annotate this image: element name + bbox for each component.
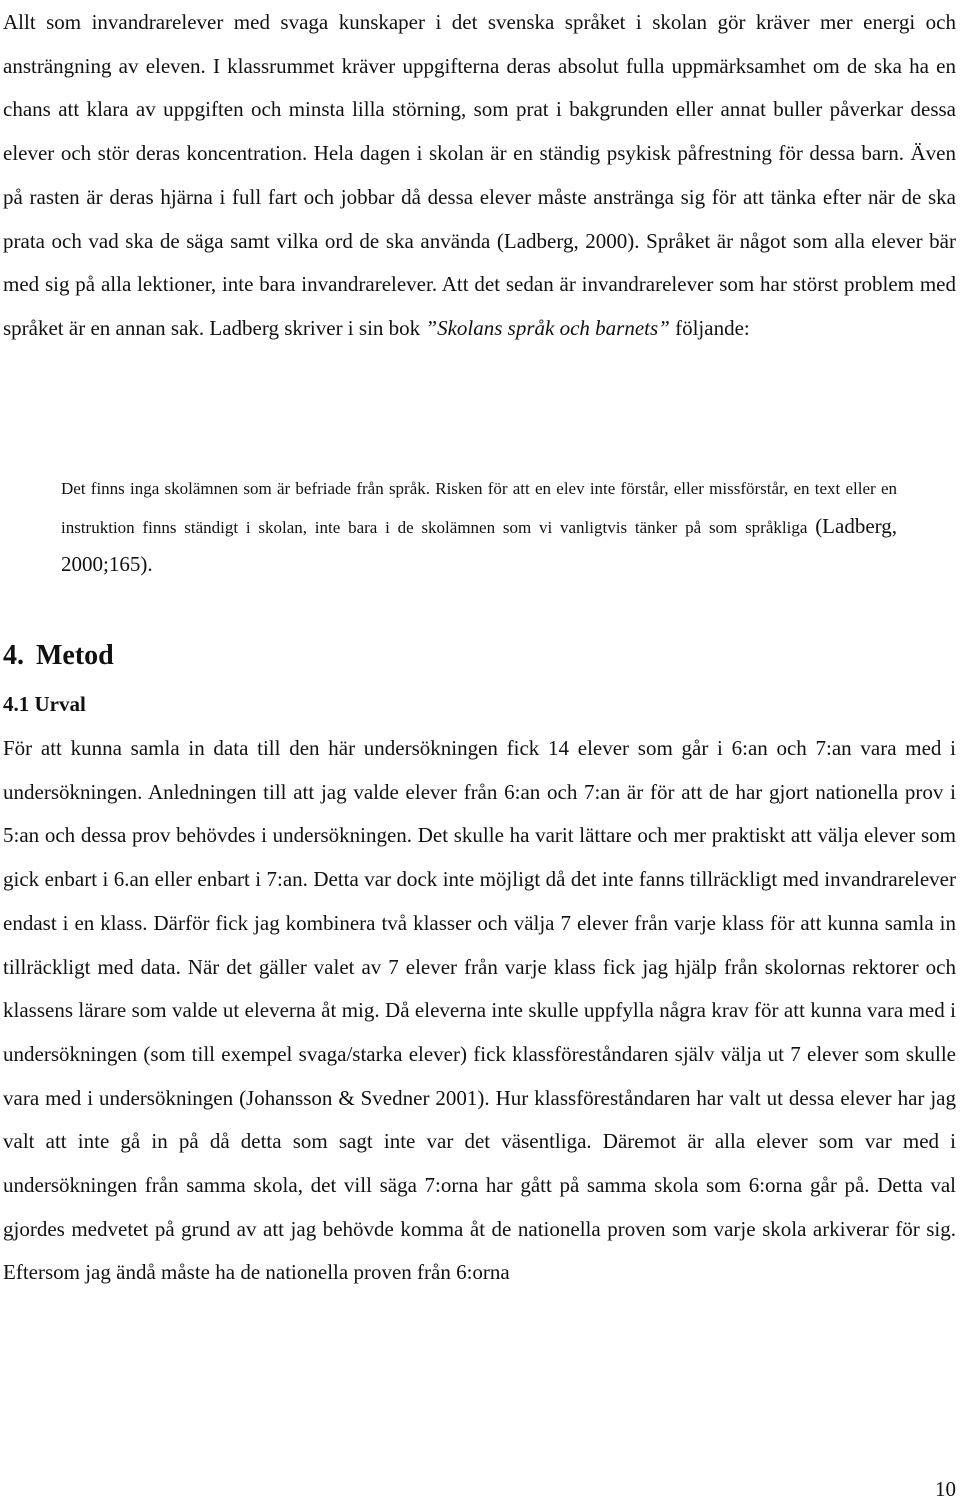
block-quote-citation: (Ladberg, 2000;165). <box>61 513 898 576</box>
block-quote <box>61 470 897 585</box>
section-heading <box>3 636 114 676</box>
section-title: Metod <box>36 640 114 671</box>
subsection-heading: 4.1 Urval <box>3 692 86 716</box>
block-quote-text: Det finns inga skolämnen som är befriade från språk. Risken för att en elev inte förstår, eller missförstår, en text eller en instruktion finns ständigt i skolan, inte bara i de skolämnen som vi vanligtvis tänker på som språkliga <box>61 479 897 537</box>
paragraph-1-text: Allt som invandrarelever med svaga kunskaper i det svenska språket i skolan gör kräver mer energi och ansträngning av eleven. I klassrummet kräver uppgifterna deras absolut fulla uppmärksamhet om de ska ha en chans att klara av uppgiften och minsta lilla störning, som prat i bakgrunden eller annat buller påverkar dessa elever och stör deras koncentration. Hela dagen i skolan är en ständig psykisk påfrestning för dessa barn. Även på rasten är deras hjärna i full fart och jobbar då dessa elever måste anstränga sig för att tänka efter när de ska prata och vad ska de säga samt vilka ord de ska använda (Ladberg, 2000). Språket är något som alla elever bär med sig på alla lektioner, inte bara invandrarelever. Att det sedan är invandrarelever som har störst problem med språket är en annan sak. Ladberg skriver i sin bok <box>3 10 956 340</box>
body-paragraph-2: För att kunna samla in data till den här undersökningen fick 14 elever som går i 6:an och 7:an vara med i undersökningen. Anledningen till att jag valde elever från 6:an och 7:an är för att de har gjort nationella prov i 5:an och dessa prov behövdes i undersökningen. Det skulle ha varit lättare och mer praktiskt att välja elever som gick enbart i 6.an eller enbart i 7:an. Detta var dock inte möjligt då det inte fanns tillräckligt med invandrarelever endast i en klass. Därför fick jag kombinera två klasser och välja 7 elever från varje klass för att kunna samla in tillräckligt med data. När det gäller valet av 7 elever från varje klass fick jag hjälp från skolornas rektorer och klassens lärare som valde ut eleverna åt mig. Då eleverna inte skulle uppfylla några krav för att kunna vara med i undersökningen (som till exempel svaga/starka elever) fick klassföreståndaren själv välja ut 7 elever som skulle vara med i undersökningen (Johansson & Svedner 2001). Hur klassföreståndaren har valt ut dessa elever har jag valt att inte gå in på då detta som sagt inte var det väsentliga. Däremot är alla elever som var med i undersökningen från samma skola, det vill säga 7:orna har gått på samma skola som 6:orna går på. Detta val gjordes medvetet på grund av att jag behövde komma åt de nationella proven som varje skola arkiverar för sig. Eftersom jag ändå måste ha de nationella proven från 6:orna <box>3 736 956 1285</box>
page-number: 10 <box>935 1477 956 1501</box>
paragraph-1-ending: följande: <box>675 315 750 340</box>
document-page <box>3 0 956 1502</box>
book-title: ”Skolans språk och barnets” <box>425 315 670 340</box>
section-number: 4. <box>3 640 24 671</box>
body-paragraph-1 <box>3 1 956 351</box>
